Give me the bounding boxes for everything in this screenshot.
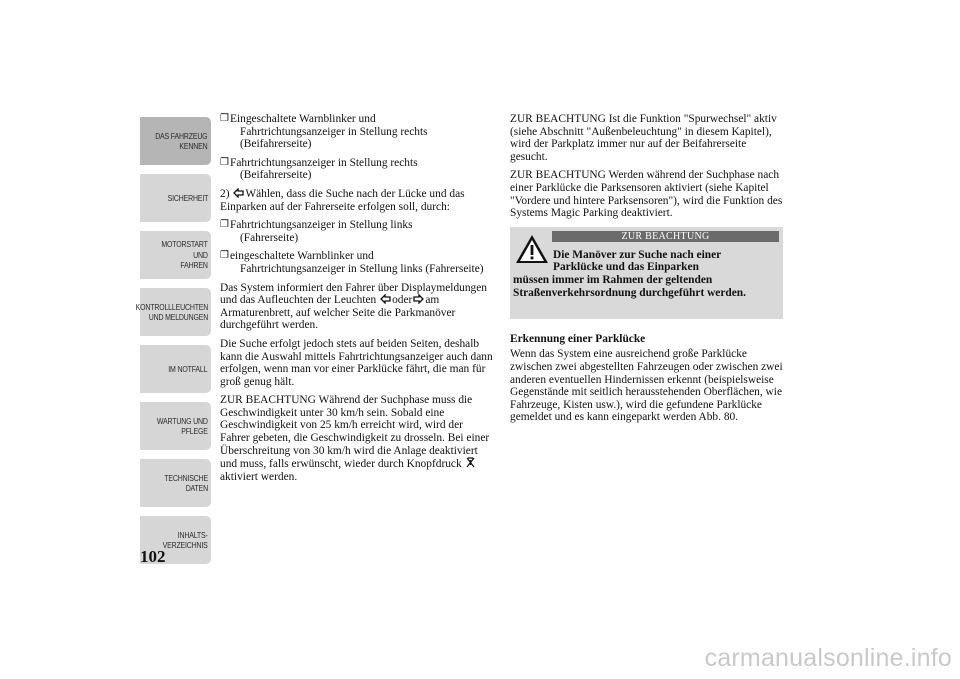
- tab-label: IM NOTFALL: [168, 363, 208, 374]
- paragraph-text: aktiviert werden.: [220, 470, 298, 483]
- chapter-tabs: [135, 117, 211, 573]
- checkbox-bullet-icon: ❐: [220, 219, 229, 231]
- tab-sicherheit[interactable]: [140, 174, 211, 222]
- list-item-text: Eingeschaltete Warnblinker und: [230, 113, 376, 125]
- warning-line: Parklücke und das Einparken: [553, 261, 699, 274]
- paragraph: Wenn das System eine ausreichend große Parklücke zwischen zwei abgestellten Fahrzeugen oder zwischen zwei anderen eventuellen Hindernissen erkennt (beispielsweise Gegenstände mit seitlich herausstehenden Oberflächen, wie Fahrzeuge, Kisten usw.), wird die gefundene Parklücke gemeldet und es kann eingeparkt werden Abb. 80.: [510, 348, 783, 424]
- paragraph: ZUR BEACHTUNG Ist die Funktion "Spurwechsel" aktiv (siehe Abschnitt "Außenbeleuchtung" in diesem Kapitel), wird der Parkplatz immer nur auf der Beifahrerseite gesucht.: [510, 113, 777, 163]
- tab-label: KONTROLLLEUCHTEN UND MELDUNGEN: [135, 301, 208, 322]
- paragraph: [220, 394, 494, 483]
- tab-technische-daten[interactable]: [140, 459, 211, 507]
- warning-line: müssen immer im Rahmen der geltenden Straßenverkehrsordnung durchgeführt werden.: [513, 273, 746, 299]
- paragraph: [220, 188, 494, 213]
- paragraph: ZUR BEACHTUNG Werden während der Suchphase nach einer Parklücke die Parksensoren aktiviert (siehe Kapitel "Vordere und hintere Parksensoren"), wird die Funktion des Systems Magic Parking deaktiviert.: [510, 169, 783, 220]
- paragraph: [220, 282, 494, 332]
- warning-text: [510, 249, 780, 299]
- list-item-text: Fahrtrichtungsanzeiger in Stellung links (Fahrerseite): [240, 262, 484, 275]
- turn-left-arrow-icon: [380, 294, 391, 304]
- paragraph-text: am Armaturenbrett, auf welcher Seite die Parkmanöver durchgeführt werden.: [220, 294, 456, 332]
- list-item: [220, 250, 494, 275]
- tab-motorstart-und-fahren[interactable]: [140, 231, 211, 279]
- tab-kontrollleuchten[interactable]: [135, 288, 211, 336]
- warning-title: ZUR BEACHTUNG: [552, 231, 779, 242]
- checkbox-bullet-icon: ❐: [220, 156, 229, 168]
- tab-im-notfall[interactable]: [140, 345, 211, 393]
- list-item-text: Fahrtrichtungsanzeiger in Stellung rechts: [230, 156, 418, 169]
- paragraph: Die Suche erfolgt jedoch stets auf beiden Seiten, deshalb kann die Auswahl mittels Fahrtrichtungsanzeiger auch dann erfolgen, wenn man vor einer Parklücke fährt, die man für groß genug hält.: [220, 337, 493, 388]
- tab-label: TECHNISCHE DATEN: [164, 472, 208, 493]
- page-number: 102: [140, 547, 166, 566]
- paragraph-text: Das System informiert den Fahrer über Displaymeldungen und das Aufleuchten der Leuchten: [220, 281, 487, 307]
- list-item-text: Fahrtrichtungsanzeiger in Stellung links: [230, 219, 413, 232]
- checkbox-bullet-icon: ❐: [220, 113, 229, 124]
- warning-box: [510, 227, 783, 319]
- list-item: [220, 113, 494, 151]
- checkbox-bullet-icon: ❐: [220, 250, 229, 262]
- tab-label: INHALTS- VERZEICHNIS: [162, 529, 208, 550]
- section-heading: Erkennung einer Parklücke: [510, 332, 646, 345]
- paragraph-text: ZUR BEACHTUNG Während der Suchphase muss die Geschwindigkeit unter 30 km/h sein. Sobald eine Geschwindigkeit von 25 km/h erreicht wird, wird der Fahrer gebeten, die Geschwindigkeit zu drosseln. Bei einer Überschreitung von 30 km/h wird die Anlage deaktiviert und muss, falls erwünscht, wieder durch Knopfdruck: [220, 394, 490, 471]
- paragraph-text: Wählen, dass die Suche nach der Lücke und das Einparken auf der Fahrerseite erfolgen soll, durch:: [220, 187, 465, 213]
- left-column: [220, 113, 494, 489]
- warning-line: Die Manöver zur Suche nach einer: [553, 248, 722, 261]
- step-number: 2): [220, 187, 230, 200]
- list-item-text: eingeschaltete Warnblinker und: [230, 250, 374, 263]
- tab-wartung-und-pflege[interactable]: [140, 402, 211, 450]
- watermark: carmanualsonline.info: [704, 644, 952, 672]
- paragraph-text: oder: [392, 294, 413, 307]
- turn-left-arrow-icon: [233, 188, 244, 198]
- tab-label: SICHERHEIT: [167, 192, 208, 203]
- list-item-text: Fahrtrichtungsanzeiger in Stellung rechts (Beifahrerseite): [240, 125, 428, 151]
- list-item: [220, 219, 494, 244]
- parking-assist-icon: [466, 457, 475, 468]
- turn-right-arrow-icon: [413, 294, 424, 304]
- list-item-text: (Fahrerseite): [240, 231, 299, 244]
- tab-label: DAS FAHRZEUG KENNEN: [155, 130, 208, 151]
- tab-label: MOTORSTART UND FAHREN: [161, 239, 208, 271]
- tab-label: WARTUNG UND PFLEGE: [156, 415, 208, 436]
- tab-das-fahrzeug-kennen[interactable]: [140, 117, 211, 165]
- list-item-text: (Beifahrerseite): [240, 169, 312, 182]
- right-column: [510, 113, 783, 430]
- list-item: [220, 157, 494, 182]
